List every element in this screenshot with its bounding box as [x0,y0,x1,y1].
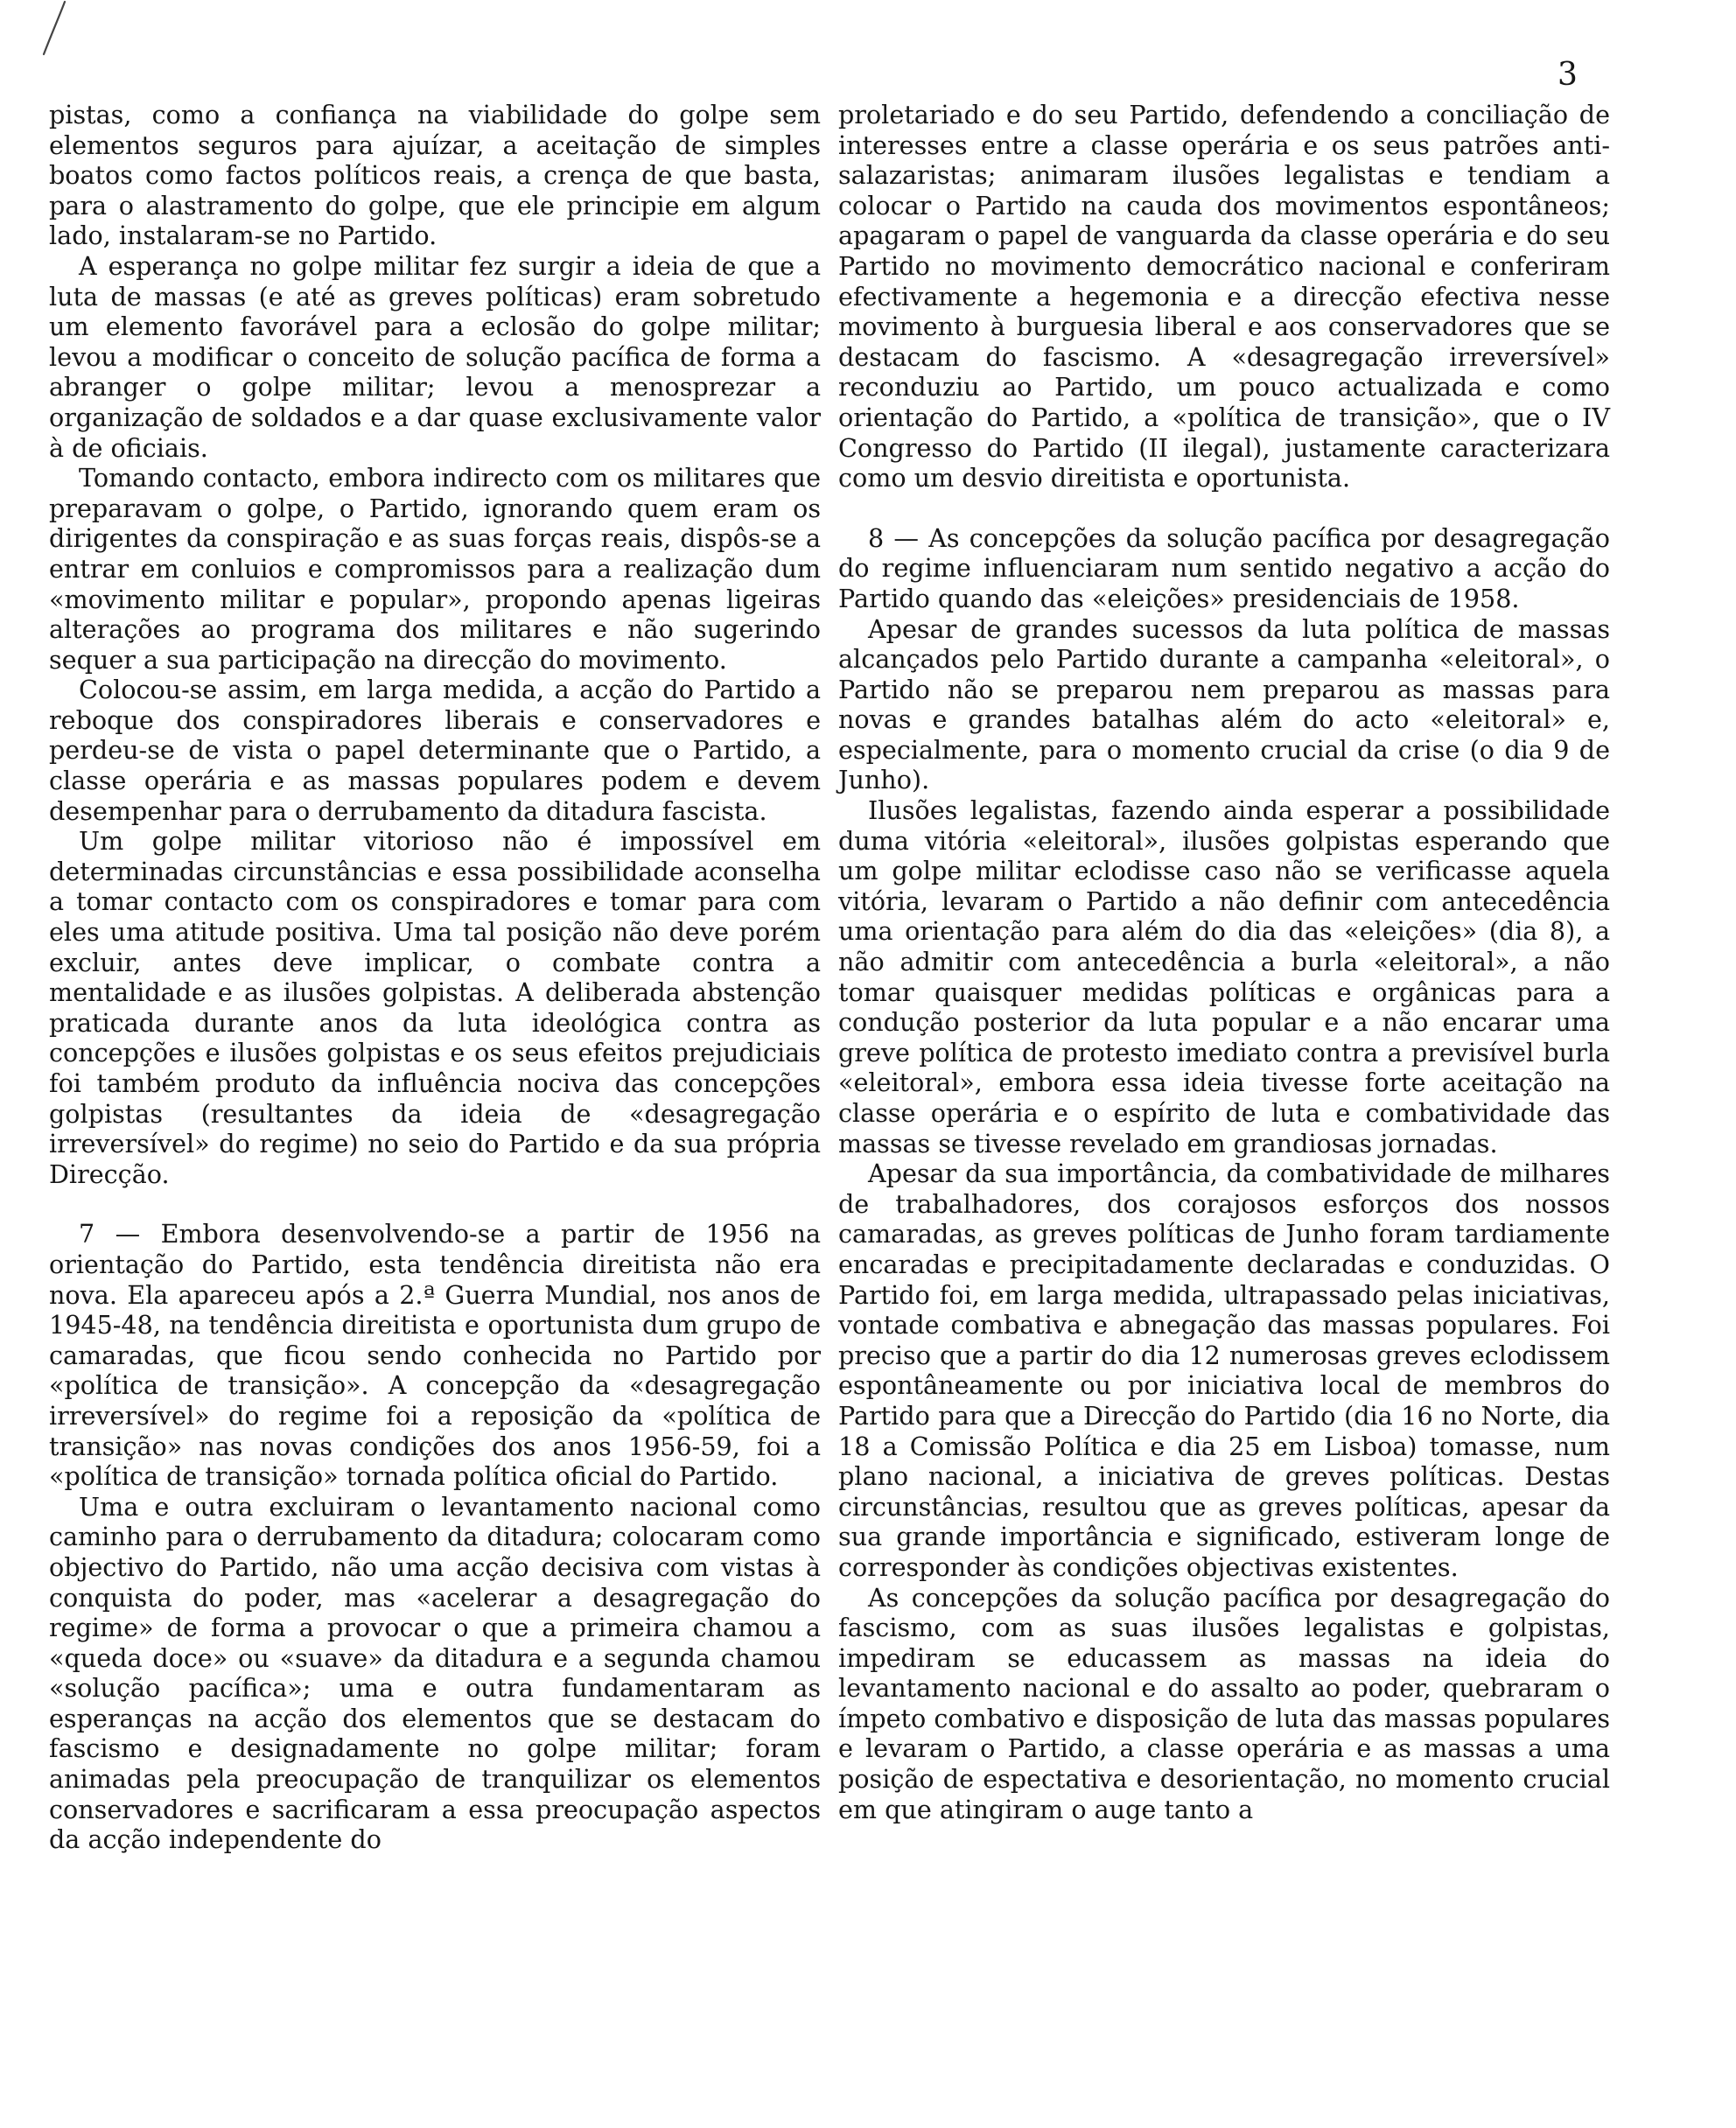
section-gap [838,494,1610,523]
left-column [49,100,821,1855]
page-number: 3 [1558,57,1578,93]
paragraph: As concepções da solução pacífica por desagregação do fascismo, com as suas ilusões legalistas e golpistas, impediram se educassem as massas na ideia do levantamento nacional e do assalto ao poder, quebraram o ímpeto combativo e disposição de luta das massas populares e levaram o Partido, a classe operária e as massas a uma posição de espectativa e desorientação, no momento crucial em que atingiram o auge tanto a [838,1582,1610,1824]
paragraph: Colocou-se assim, em larga medida, a acção do Partido a reboque dos conspiradores liberais e conservadores e perdeu-se de vista o papel determinante que o Partido, a classe operária e as massas populares podem e devem desempenhar para o derrubamento da ditadura fascista. [49,675,821,826]
paragraph: pistas, como a confiança na viabilidade do golpe sem elementos seguros para ajuízar, a aceitação de simples boatos como factos políticos reais, a crença de que basta, para o alastramento do golpe, que ele principie em algum lado, instalaram-se no Partido. [49,100,821,251]
section-7-paragraph: 7 — Embora desenvolvendo-se a partir de 1956 na orientação do Partido, esta tendência direitista não era nova. Ela apareceu após a 2.ª Guerra Mundial, nos anos de 1945-48, na tendência direitista e oportunista dum grupo de camaradas, que ficou sendo conhecida no Partido por «política de transição». A concepção da «desagregação irreversível» do regime foi a reposição da «política de transição» nas novas condições dos anos 1956-59, foi a «política de transição» tornada política oficial do Partido. [49,1219,821,1492]
section-gap [49,1189,821,1219]
paragraph: A esperança no golpe militar fez surgir a ideia de que a luta de massas (e até as greves políticas) eram sobretudo um elemento favorável para a eclosão do golpe militar; levou a modificar o conceito de solução pacífica de forma a abranger o golpe militar; levou a menosprezar a organização de soldados e a dar quase exclusivamente valor à de oficiais. [49,250,821,463]
section-8-paragraph: 8 — As concepções da solução pacífica por desagregação do regime influenciaram num sentido negativo a acção do Partido quando das «eleições» presidenciais de 1958. [838,522,1610,613]
right-column [838,100,1610,1824]
paragraph: Ilusões legalistas, fazendo ainda esperar a possibilidade duma vitória «eleitoral», ilusões golpistas esperando que um golpe militar eclodisse caso não se verificasse aquela vitória, levaram o Partido a não definir com antecedência uma orientação para além do dia das «eleições» (dia 8), a não admitir com antecedência a burla «eleitoral», a não tomar quaisquer medidas políticas e orgânicas para a condução posterior da luta popular e a não encarar uma greve política de protesto imediato contra a previsível burla «eleitoral», embora essa ideia tivesse forte aceitação na classe operária e o espírito de luta e combatividade das massas se tivesse revelado em grandiosas jornadas. [838,795,1610,1158]
pencil-mark [35,0,70,61]
paragraph: Apesar da sua importância, da combatividade de milhares de trabalhadores, dos corajosos esforços dos nossos camaradas, as greves políticas de Junho foram tardiamente encaradas e precipitadamente declaradas e conduzidas. O Partido foi, em larga medida, ultrapassado pelas iniciativas, vontade combativa e abnegação das massas populares. Foi preciso que a partir do dia 12 numerosas greves eclodissem espontâneamente ou por iniciativa local de membros do Partido para que a Direcção do Partido (dia 16 no Norte, dia 18 a Comissão Política e dia 25 em Lisboa) tomasse, num plano nacional, a iniciativa de greves políticas. Destas circunstâncias, resultou que as greves políticas, apesar da sua grande importância e significado, estiveram longe de corresponder às condições objectivas existentes. [838,1158,1610,1582]
paragraph: Um golpe militar vitorioso não é impossível em determinadas circunstâncias e essa possibilidade aconselha a tomar contacto com os conspiradores e tomar para com eles uma atitude positiva. Uma tal posição não deve porém excluir, antes deve implicar, o combate contra a mentalidade e as ilusões golpistas. A deliberada abstenção praticada durante anos da luta ideológica contra as concepções e ilusões golpistas e os seus efeitos prejudiciais foi também produto da influência nociva das concepções golpistas (resultantes da ideia de «desagregação irreversível» do regime) no seio do Partido e da sua própria Direcção. [49,826,821,1189]
paragraph: Apesar de grandes sucessos da luta política de massas alcançados pelo Partido durante a campanha «eleitoral», o Partido não se preparou nem preparou as massas para novas e grandes batalhas além do acto «eleitoral» e, especialmente, para o momento crucial da crise (o dia 9 de Junho). [838,613,1610,795]
paragraph: Uma e outra excluiram o levantamento nacional como caminho para o derrubamento da ditadura; colocaram como objectivo do Partido, não uma acção decisiva com vistas à conquista do poder, mas «acelerar a desagregação do regime» de forma a provocar o que a primeira chamou a «queda doce» ou «suave» da ditadura e a segunda chamou «solução pacífica»; uma e outra fundamentaram as esperanças na acção dos elementos que se destacam do fascismo e designadamente no golpe militar; foram animadas pela preocupação de tranquilizar os elementos conservadores e sacrificaram a essa preocupação aspectos da acção independente do [49,1491,821,1855]
paragraph: Tomando contacto, embora indirecto com os militares que preparavam o golpe, o Partido, ignorando quem eram os dirigentes da conspiração e as suas forças reais, dispôs-se a entrar em conluios e compromissos para a realização dum «movimento militar e popular», propondo apenas ligeiras alterações ao programa dos militares e não sugerindo sequer a sua participação na direcção do movimento. [49,463,821,675]
paragraph: proletariado e do seu Partido, defendendo a conciliação de interesses entre a classe operária e os seus patrões anti-salazaristas; animaram ilusões legalistas e tendiam a colocar o Partido na cauda dos movimentos espontâneos; apagaram o papel de vanguarda da classe operária e do seu Partido no movimento democrático nacional e conferiram efectivamente a hegemonia e a direcção efectiva nesse movimento à burguesia liberal e aos conservadores que se destacam do fascismo. A «desagregação irreversível» reconduziu ao Partido, um pouco actualizada e como orientação do Partido, a «política de transição», que o IV Congresso do Partido (II ilegal), justamente caracterizara como um desvio direitista e oportunista. [838,100,1610,494]
